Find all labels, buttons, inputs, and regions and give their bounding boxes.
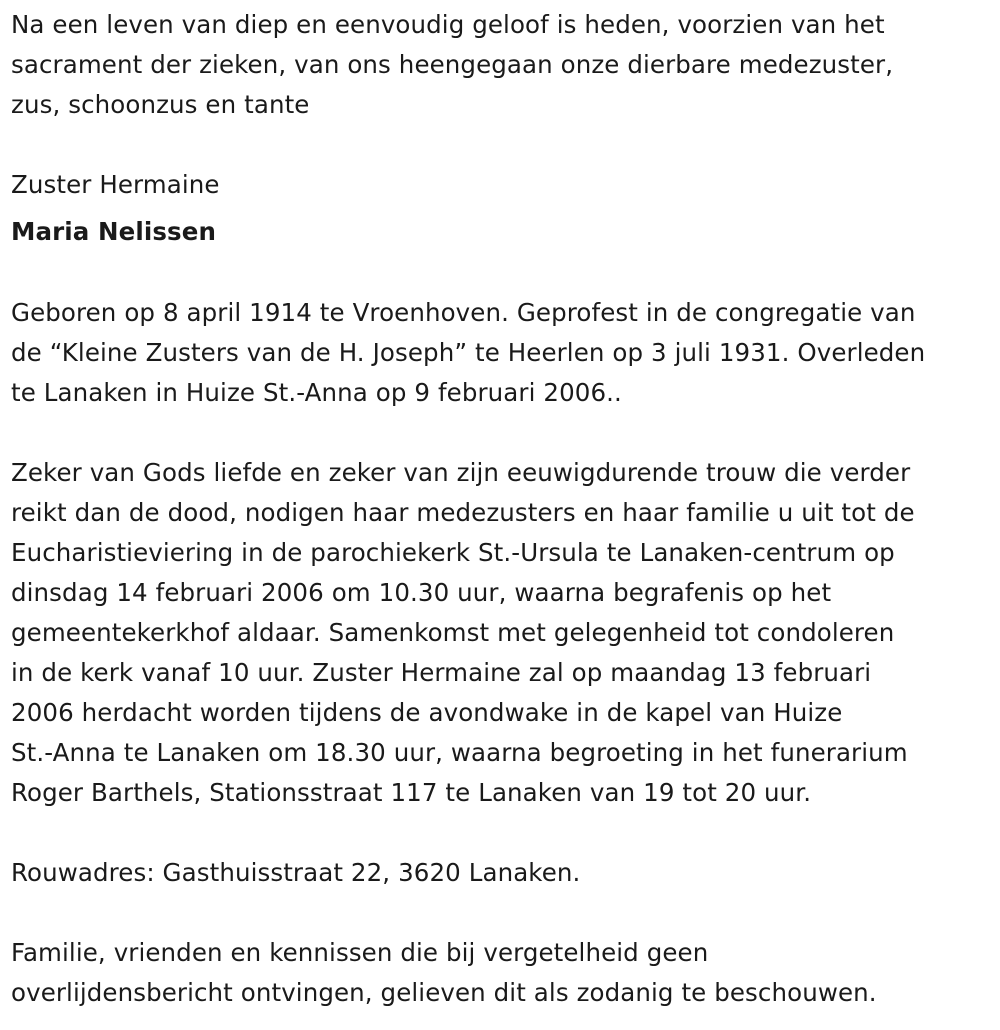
- text-line: in de kerk vanaf 10 uur. Zuster Hermaine zal op maandag 13 februari: [11, 658, 872, 687]
- text-line: de “Kleine Zusters van de H. Joseph” te Heerlen op 3 juli 1931. Overleden: [11, 338, 926, 367]
- text-line: te Lanaken in Huize St.-Anna op 9 februari 2006..: [11, 378, 622, 407]
- text-line: reikt dan de dood, nodigen haar medezusters en haar familie u uit tot de: [11, 498, 915, 527]
- text-line: 2006 herdacht worden tijdens de avondwake in de kapel van Huize: [11, 698, 843, 727]
- text-line: Na een leven van diep en eenvoudig geloof is heden, voorzien van het: [11, 10, 885, 39]
- birth-profession-paragraph: [11, 293, 996, 413]
- text-line: Familie, vrienden en kennissen die bij vergetelheid geen: [11, 938, 709, 967]
- mourning-address: Rouwadres: Gasthuisstraat 22, 3620 Lanaken.: [11, 858, 581, 887]
- religious-name: Zuster Hermaine: [11, 170, 220, 199]
- intro-paragraph: [11, 5, 996, 125]
- text-line: zus, schoonzus en tante: [11, 90, 310, 119]
- text-line: overlijdensbericht ontvingen, gelieven dit als zodanig te beschouwen.: [11, 978, 877, 1007]
- text-line: Zeker van Gods liefde en zeker van zijn eeuwigdurende trouw die verder: [11, 458, 911, 487]
- text-line: St.-Anna te Lanaken om 18.30 uur, waarna begroeting in het funerarium: [11, 738, 908, 767]
- family-paragraph: [11, 933, 996, 1013]
- text-line: Roger Barthels, Stationsstraat 117 te Lanaken van 19 tot 20 uur.: [11, 778, 812, 807]
- text-line: sacrament der zieken, van ons heengegaan onze dierbare medezuster,: [11, 50, 894, 79]
- text-line: Eucharistieviering in de parochiekerk St.-Ursula te Lanaken-centrum op: [11, 538, 895, 567]
- ceremony-paragraph: [11, 453, 996, 813]
- text-line: Geboren op 8 april 1914 te Vroenhoven. Geprofest in de congregatie van: [11, 298, 916, 327]
- text-line: dinsdag 14 februari 2006 om 10.30 uur, waarna begrafenis op het: [11, 578, 832, 607]
- text-line: gemeentekerkhof aldaar. Samenkomst met gelegenheid tot condoleren: [11, 618, 895, 647]
- deceased-name: Maria Nelissen: [11, 217, 216, 246]
